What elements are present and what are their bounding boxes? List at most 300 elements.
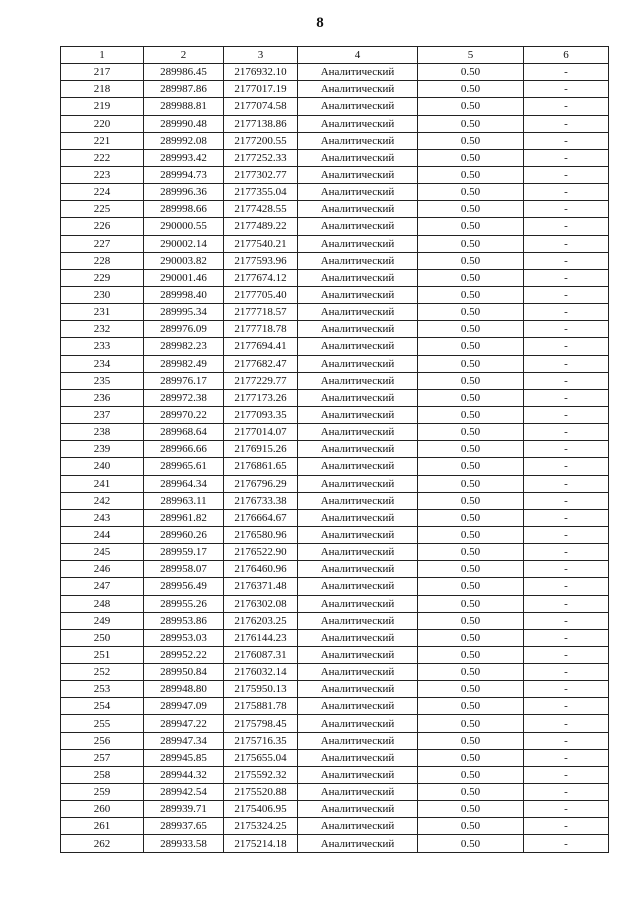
y-coordinate-cell: 2177200.55 <box>224 132 298 149</box>
x-coordinate-cell: 289952.22 <box>144 646 224 663</box>
accuracy-cell: 0.50 <box>418 784 524 801</box>
y-coordinate-cell: 2175520.88 <box>224 784 298 801</box>
table-row <box>61 664 609 681</box>
x-coordinate-cell: 289994.73 <box>144 166 224 183</box>
x-coordinate-cell: 289947.09 <box>144 698 224 715</box>
accuracy-cell: 0.50 <box>418 698 524 715</box>
method-cell: Аналитический <box>298 184 418 201</box>
table-row <box>61 355 609 372</box>
y-coordinate-cell: 2176796.29 <box>224 475 298 492</box>
point-number-cell: 220 <box>61 115 144 132</box>
method-cell: Аналитический <box>298 81 418 98</box>
note-cell: - <box>524 81 609 98</box>
note-cell: - <box>524 252 609 269</box>
accuracy-cell: 0.50 <box>418 132 524 149</box>
table-row <box>61 544 609 561</box>
table-row <box>61 441 609 458</box>
x-coordinate-cell: 289947.22 <box>144 715 224 732</box>
x-coordinate-cell: 289965.61 <box>144 458 224 475</box>
x-coordinate-cell: 290002.14 <box>144 235 224 252</box>
method-cell: Аналитический <box>298 475 418 492</box>
point-number-cell: 227 <box>61 235 144 252</box>
y-coordinate-cell: 2175592.32 <box>224 766 298 783</box>
method-cell: Аналитический <box>298 389 418 406</box>
point-number-cell: 225 <box>61 201 144 218</box>
x-coordinate-cell: 289970.22 <box>144 406 224 423</box>
column-header: 1 <box>61 47 144 64</box>
table-row <box>61 166 609 183</box>
method-cell: Аналитический <box>298 372 418 389</box>
table-row <box>61 698 609 715</box>
x-coordinate-cell: 289953.03 <box>144 629 224 646</box>
note-cell: - <box>524 338 609 355</box>
accuracy-cell: 0.50 <box>418 64 524 81</box>
point-number-cell: 222 <box>61 149 144 166</box>
table-row <box>61 372 609 389</box>
accuracy-cell: 0.50 <box>418 492 524 509</box>
x-coordinate-cell: 289945.85 <box>144 749 224 766</box>
note-cell: - <box>524 458 609 475</box>
table-row <box>61 732 609 749</box>
x-coordinate-cell: 289944.32 <box>144 766 224 783</box>
accuracy-cell: 0.50 <box>418 389 524 406</box>
point-number-cell: 247 <box>61 578 144 595</box>
accuracy-cell: 0.50 <box>418 578 524 595</box>
note-cell: - <box>524 166 609 183</box>
point-number-cell: 221 <box>61 132 144 149</box>
y-coordinate-cell: 2177014.07 <box>224 424 298 441</box>
x-coordinate-cell: 289995.34 <box>144 304 224 321</box>
note-cell: - <box>524 389 609 406</box>
x-coordinate-cell: 289960.26 <box>144 526 224 543</box>
x-coordinate-cell: 289993.42 <box>144 149 224 166</box>
note-cell: - <box>524 544 609 561</box>
method-cell: Аналитический <box>298 681 418 698</box>
x-coordinate-cell: 290001.46 <box>144 269 224 286</box>
table-row <box>61 458 609 475</box>
point-number-cell: 224 <box>61 184 144 201</box>
table-row <box>61 784 609 801</box>
note-cell: - <box>524 372 609 389</box>
accuracy-cell: 0.50 <box>418 595 524 612</box>
x-coordinate-cell: 289986.45 <box>144 64 224 81</box>
x-coordinate-cell: 289964.34 <box>144 475 224 492</box>
note-cell: - <box>524 784 609 801</box>
y-coordinate-cell: 2177489.22 <box>224 218 298 235</box>
point-number-cell: 234 <box>61 355 144 372</box>
point-number-cell: 241 <box>61 475 144 492</box>
x-coordinate-cell: 289992.08 <box>144 132 224 149</box>
point-number-cell: 246 <box>61 561 144 578</box>
note-cell: - <box>524 492 609 509</box>
table-row <box>61 681 609 698</box>
point-number-cell: 233 <box>61 338 144 355</box>
x-coordinate-cell: 289963.11 <box>144 492 224 509</box>
accuracy-cell: 0.50 <box>418 372 524 389</box>
accuracy-cell: 0.50 <box>418 81 524 98</box>
method-cell: Аналитический <box>298 321 418 338</box>
y-coordinate-cell: 2176915.26 <box>224 441 298 458</box>
accuracy-cell: 0.50 <box>418 321 524 338</box>
note-cell: - <box>524 766 609 783</box>
table-row <box>61 595 609 612</box>
accuracy-cell: 0.50 <box>418 166 524 183</box>
y-coordinate-cell: 2175798.45 <box>224 715 298 732</box>
method-cell: Аналитический <box>298 561 418 578</box>
method-cell: Аналитический <box>298 166 418 183</box>
point-number-cell: 231 <box>61 304 144 321</box>
y-coordinate-cell: 2176032.14 <box>224 664 298 681</box>
method-cell: Аналитический <box>298 629 418 646</box>
method-cell: Аналитический <box>298 406 418 423</box>
point-number-cell: 237 <box>61 406 144 423</box>
table-row <box>61 81 609 98</box>
y-coordinate-cell: 2176580.96 <box>224 526 298 543</box>
method-cell: Аналитический <box>298 818 418 835</box>
point-number-cell: 226 <box>61 218 144 235</box>
method-cell: Аналитический <box>298 801 418 818</box>
x-coordinate-cell: 290003.82 <box>144 252 224 269</box>
point-number-cell: 257 <box>61 749 144 766</box>
note-cell: - <box>524 715 609 732</box>
table-row <box>61 218 609 235</box>
x-coordinate-cell: 289972.38 <box>144 389 224 406</box>
note-cell: - <box>524 749 609 766</box>
y-coordinate-cell: 2177093.35 <box>224 406 298 423</box>
table-row <box>61 286 609 303</box>
accuracy-cell: 0.50 <box>418 424 524 441</box>
point-number-cell: 259 <box>61 784 144 801</box>
method-cell: Аналитический <box>298 201 418 218</box>
method-cell: Аналитический <box>298 98 418 115</box>
note-cell: - <box>524 184 609 201</box>
y-coordinate-cell: 2177718.57 <box>224 304 298 321</box>
note-cell: - <box>524 818 609 835</box>
method-cell: Аналитический <box>298 304 418 321</box>
accuracy-cell: 0.50 <box>418 801 524 818</box>
y-coordinate-cell: 2177593.96 <box>224 252 298 269</box>
method-cell: Аналитический <box>298 544 418 561</box>
table-row <box>61 629 609 646</box>
y-coordinate-cell: 2175716.35 <box>224 732 298 749</box>
method-cell: Аналитический <box>298 149 418 166</box>
point-number-cell: 250 <box>61 629 144 646</box>
accuracy-cell: 0.50 <box>418 304 524 321</box>
note-cell: - <box>524 424 609 441</box>
accuracy-cell: 0.50 <box>418 286 524 303</box>
y-coordinate-cell: 2177674.12 <box>224 269 298 286</box>
y-coordinate-cell: 2177252.33 <box>224 149 298 166</box>
method-cell: Аналитический <box>298 132 418 149</box>
table-row <box>61 269 609 286</box>
point-number-cell: 228 <box>61 252 144 269</box>
column-header: 3 <box>224 47 298 64</box>
point-number-cell: 245 <box>61 544 144 561</box>
x-coordinate-cell: 289958.07 <box>144 561 224 578</box>
point-number-cell: 229 <box>61 269 144 286</box>
accuracy-cell: 0.50 <box>418 475 524 492</box>
note-cell: - <box>524 526 609 543</box>
y-coordinate-cell: 2176302.08 <box>224 595 298 612</box>
accuracy-cell: 0.50 <box>418 749 524 766</box>
note-cell: - <box>524 406 609 423</box>
table-row <box>61 149 609 166</box>
y-coordinate-cell: 2177074.58 <box>224 98 298 115</box>
y-coordinate-cell: 2177682.47 <box>224 355 298 372</box>
point-number-cell: 242 <box>61 492 144 509</box>
note-cell: - <box>524 475 609 492</box>
accuracy-cell: 0.50 <box>418 201 524 218</box>
point-number-cell: 218 <box>61 81 144 98</box>
y-coordinate-cell: 2175950.13 <box>224 681 298 698</box>
table-row <box>61 304 609 321</box>
method-cell: Аналитический <box>298 664 418 681</box>
note-cell: - <box>524 115 609 132</box>
point-number-cell: 251 <box>61 646 144 663</box>
table-row <box>61 835 609 852</box>
x-coordinate-cell: 289953.86 <box>144 612 224 629</box>
method-cell: Аналитический <box>298 612 418 629</box>
point-number-cell: 258 <box>61 766 144 783</box>
y-coordinate-cell: 2176460.96 <box>224 561 298 578</box>
point-number-cell: 236 <box>61 389 144 406</box>
accuracy-cell: 0.50 <box>418 458 524 475</box>
y-coordinate-cell: 2177694.41 <box>224 338 298 355</box>
note-cell: - <box>524 149 609 166</box>
point-number-cell: 244 <box>61 526 144 543</box>
y-coordinate-cell: 2176144.23 <box>224 629 298 646</box>
note-cell: - <box>524 646 609 663</box>
table-row <box>61 406 609 423</box>
note-cell: - <box>524 98 609 115</box>
x-coordinate-cell: 289942.54 <box>144 784 224 801</box>
accuracy-cell: 0.50 <box>418 715 524 732</box>
y-coordinate-cell: 2177173.26 <box>224 389 298 406</box>
x-coordinate-cell: 289987.86 <box>144 81 224 98</box>
method-cell: Аналитический <box>298 784 418 801</box>
y-coordinate-cell: 2177229.77 <box>224 372 298 389</box>
note-cell: - <box>524 801 609 818</box>
note-cell: - <box>524 321 609 338</box>
table-row <box>61 115 609 132</box>
note-cell: - <box>524 698 609 715</box>
method-cell: Аналитический <box>298 526 418 543</box>
method-cell: Аналитический <box>298 235 418 252</box>
y-coordinate-cell: 2176371.48 <box>224 578 298 595</box>
point-number-cell: 253 <box>61 681 144 698</box>
table-row <box>61 475 609 492</box>
table-row <box>61 526 609 543</box>
note-cell: - <box>524 664 609 681</box>
note-cell: - <box>524 304 609 321</box>
method-cell: Аналитический <box>298 218 418 235</box>
accuracy-cell: 0.50 <box>418 252 524 269</box>
table-row <box>61 509 609 526</box>
x-coordinate-cell: 289959.17 <box>144 544 224 561</box>
table-row <box>61 424 609 441</box>
point-number-cell: 254 <box>61 698 144 715</box>
point-number-cell: 239 <box>61 441 144 458</box>
method-cell: Аналитический <box>298 509 418 526</box>
accuracy-cell: 0.50 <box>418 406 524 423</box>
y-coordinate-cell: 2177355.04 <box>224 184 298 201</box>
accuracy-cell: 0.50 <box>418 98 524 115</box>
point-number-cell: 248 <box>61 595 144 612</box>
method-cell: Аналитический <box>298 715 418 732</box>
table-row <box>61 715 609 732</box>
x-coordinate-cell: 289968.64 <box>144 424 224 441</box>
point-number-cell: 249 <box>61 612 144 629</box>
note-cell: - <box>524 269 609 286</box>
note-cell: - <box>524 286 609 303</box>
point-number-cell: 230 <box>61 286 144 303</box>
coordinates-table <box>60 46 609 853</box>
point-number-cell: 223 <box>61 166 144 183</box>
table-row <box>61 492 609 509</box>
note-cell: - <box>524 218 609 235</box>
table-row <box>61 818 609 835</box>
accuracy-cell: 0.50 <box>418 681 524 698</box>
y-coordinate-cell: 2176733.38 <box>224 492 298 509</box>
accuracy-cell: 0.50 <box>418 355 524 372</box>
note-cell: - <box>524 201 609 218</box>
y-coordinate-cell: 2175214.18 <box>224 835 298 852</box>
accuracy-cell: 0.50 <box>418 184 524 201</box>
column-header: 5 <box>418 47 524 64</box>
method-cell: Аналитический <box>298 595 418 612</box>
accuracy-cell: 0.50 <box>418 544 524 561</box>
accuracy-cell: 0.50 <box>418 818 524 835</box>
column-header: 4 <box>298 47 418 64</box>
table-row <box>61 235 609 252</box>
x-coordinate-cell: 289998.66 <box>144 201 224 218</box>
x-coordinate-cell: 289998.40 <box>144 286 224 303</box>
x-coordinate-cell: 289939.71 <box>144 801 224 818</box>
table-row <box>61 766 609 783</box>
point-number-cell: 255 <box>61 715 144 732</box>
method-cell: Аналитический <box>298 115 418 132</box>
accuracy-cell: 0.50 <box>418 338 524 355</box>
method-cell: Аналитический <box>298 252 418 269</box>
note-cell: - <box>524 612 609 629</box>
note-cell: - <box>524 732 609 749</box>
method-cell: Аналитический <box>298 492 418 509</box>
x-coordinate-cell: 289966.66 <box>144 441 224 458</box>
y-coordinate-cell: 2177705.40 <box>224 286 298 303</box>
point-number-cell: 238 <box>61 424 144 441</box>
table-row <box>61 64 609 81</box>
x-coordinate-cell: 289933.58 <box>144 835 224 852</box>
y-coordinate-cell: 2177540.21 <box>224 235 298 252</box>
table-row <box>61 612 609 629</box>
y-coordinate-cell: 2176932.10 <box>224 64 298 81</box>
note-cell: - <box>524 64 609 81</box>
y-coordinate-cell: 2177302.77 <box>224 166 298 183</box>
note-cell: - <box>524 561 609 578</box>
method-cell: Аналитический <box>298 64 418 81</box>
note-cell: - <box>524 681 609 698</box>
method-cell: Аналитический <box>298 646 418 663</box>
y-coordinate-cell: 2176664.67 <box>224 509 298 526</box>
note-cell: - <box>524 132 609 149</box>
point-number-cell: 219 <box>61 98 144 115</box>
accuracy-cell: 0.50 <box>418 664 524 681</box>
x-coordinate-cell: 289976.17 <box>144 372 224 389</box>
point-number-cell: 243 <box>61 509 144 526</box>
column-header: 6 <box>524 47 609 64</box>
point-number-cell: 261 <box>61 818 144 835</box>
y-coordinate-cell: 2176522.90 <box>224 544 298 561</box>
method-cell: Аналитический <box>298 286 418 303</box>
y-coordinate-cell: 2177017.19 <box>224 81 298 98</box>
point-number-cell: 235 <box>61 372 144 389</box>
method-cell: Аналитический <box>298 578 418 595</box>
note-cell: - <box>524 441 609 458</box>
x-coordinate-cell: 289956.49 <box>144 578 224 595</box>
x-coordinate-cell: 289990.48 <box>144 115 224 132</box>
table-row <box>61 184 609 201</box>
table-row <box>61 201 609 218</box>
x-coordinate-cell: 289947.34 <box>144 732 224 749</box>
accuracy-cell: 0.50 <box>418 835 524 852</box>
accuracy-cell: 0.50 <box>418 441 524 458</box>
accuracy-cell: 0.50 <box>418 646 524 663</box>
point-number-cell: 240 <box>61 458 144 475</box>
table-row <box>61 98 609 115</box>
method-cell: Аналитический <box>298 732 418 749</box>
note-cell: - <box>524 835 609 852</box>
note-cell: - <box>524 595 609 612</box>
accuracy-cell: 0.50 <box>418 269 524 286</box>
table-row <box>61 749 609 766</box>
y-coordinate-cell: 2175324.25 <box>224 818 298 835</box>
x-coordinate-cell: 289988.81 <box>144 98 224 115</box>
note-cell: - <box>524 509 609 526</box>
table-row <box>61 389 609 406</box>
point-number-cell: 252 <box>61 664 144 681</box>
table-row <box>61 801 609 818</box>
table-row <box>61 321 609 338</box>
table-row <box>61 578 609 595</box>
point-number-cell: 232 <box>61 321 144 338</box>
note-cell: - <box>524 629 609 646</box>
accuracy-cell: 0.50 <box>418 149 524 166</box>
point-number-cell: 256 <box>61 732 144 749</box>
accuracy-cell: 0.50 <box>418 561 524 578</box>
column-header: 2 <box>144 47 224 64</box>
x-coordinate-cell: 289955.26 <box>144 595 224 612</box>
y-coordinate-cell: 2176203.25 <box>224 612 298 629</box>
y-coordinate-cell: 2176861.65 <box>224 458 298 475</box>
accuracy-cell: 0.50 <box>418 629 524 646</box>
y-coordinate-cell: 2177718.78 <box>224 321 298 338</box>
x-coordinate-cell: 289982.23 <box>144 338 224 355</box>
x-coordinate-cell: 289948.80 <box>144 681 224 698</box>
point-number-cell: 262 <box>61 835 144 852</box>
accuracy-cell: 0.50 <box>418 526 524 543</box>
table-row <box>61 132 609 149</box>
note-cell: - <box>524 235 609 252</box>
x-coordinate-cell: 289961.82 <box>144 509 224 526</box>
x-coordinate-cell: 289982.49 <box>144 355 224 372</box>
accuracy-cell: 0.50 <box>418 509 524 526</box>
note-cell: - <box>524 578 609 595</box>
y-coordinate-cell: 2176087.31 <box>224 646 298 663</box>
method-cell: Аналитический <box>298 355 418 372</box>
method-cell: Аналитический <box>298 698 418 715</box>
method-cell: Аналитический <box>298 424 418 441</box>
table-row <box>61 646 609 663</box>
